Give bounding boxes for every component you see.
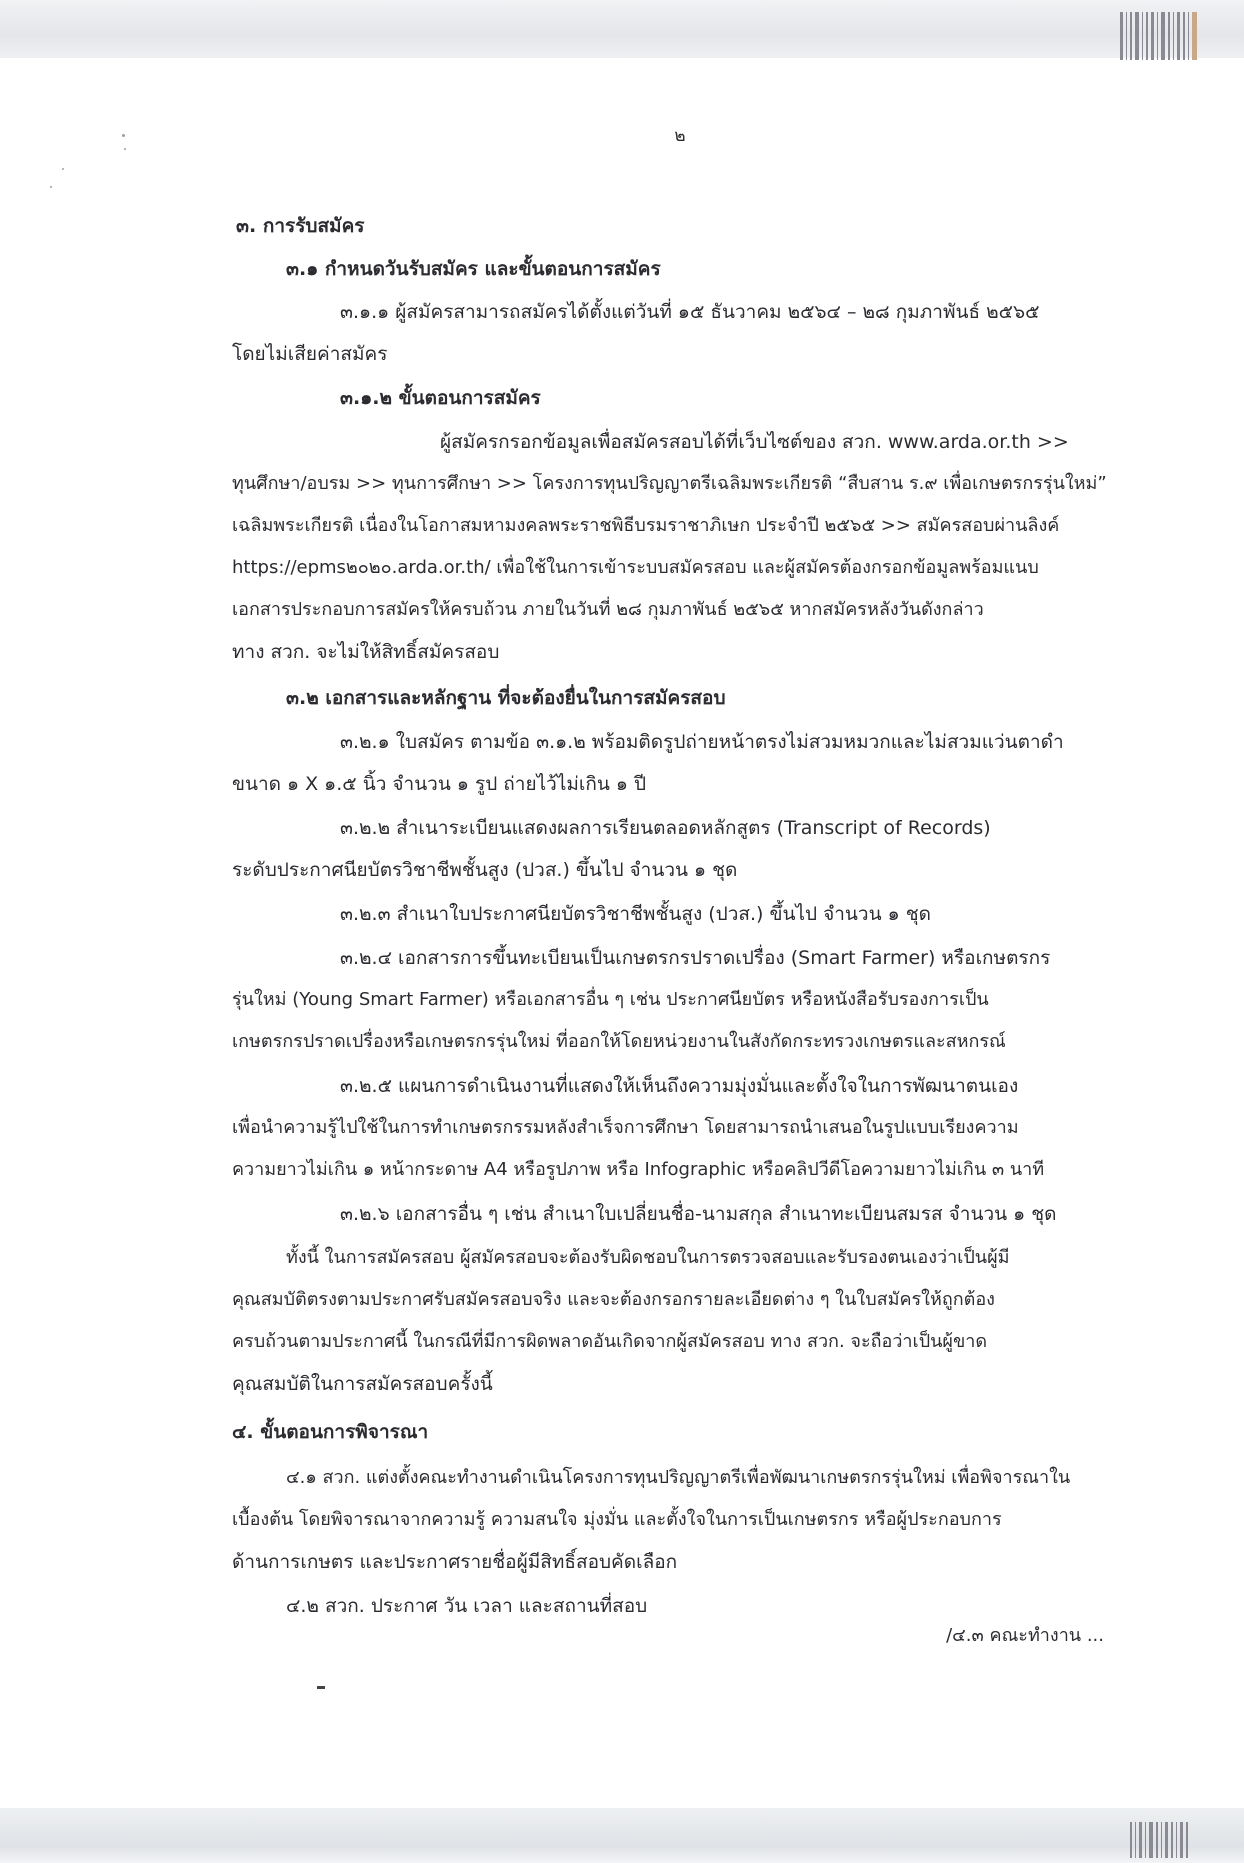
section-3-2-1-line: ๓.๒.๑ ใบสมัคร ตามข้อ ๓.๑.๒ พร้อมติดรูปถ่ายหน้าตรงไม่สวมหมวกและไม่สวมแว่นตาดำ	[340, 731, 1064, 753]
section-3-2-5-line: ๓.๒.๕ แผนการดำเนินงานที่แสดงให้เห็นถึงความมุ่งมั่นและตั้งใจในการพัฒนาตนเอง	[340, 1075, 1019, 1097]
section-3-2-4-line: รุ่นใหม่ (Young Smart Farmer) หรือเอกสารอื่น ๆ เช่น ประกาศนียบัตร หรือหนังสือรับรองการเป็น	[232, 989, 989, 1010]
section-3-note-line: คุณสมบัติตรงตามประกาศรับสมัครสอบจริง และจะต้องกรอกรายละเอียดต่าง ๆ ในใบสมัครให้ถูกต้อง	[232, 1289, 995, 1310]
section-3-2-2-line: ๓.๒.๒ สำเนาระเบียนแสดงผลการเรียนตลอดหลักสูตร (Transcript of Records)	[340, 817, 991, 839]
section-4-1-line: ด้านการเกษตร และประกาศรายชื่อผู้มีสิทธิ์สอบคัดเลือก	[232, 1551, 678, 1573]
section-3-2-6-line: ๓.๒.๖ เอกสารอื่น ๆ เช่น สำเนาใบเปลี่ยนชื่อ-นามสกุล สำเนาทะเบียนสมรส จำนวน ๑ ชุด	[340, 1203, 1057, 1225]
section-3-2-1-line: ขนาด ๑ X ๑.๕ นิ้ว จำนวน ๑ รูป ถ่ายไว้ไม่เกิน ๑ ปี	[232, 773, 647, 795]
section-3-1-2-paragraph: ผู้สมัครกรอกข้อมูลเพื่อสมัครสอบได้ที่เว็บไซต์ของ สวก. www.arda.or.th >>	[440, 431, 1069, 453]
section-3-2-4-line: ๓.๒.๔ เอกสารการขึ้นทะเบียนเป็นเกษตรกรปราดเปรื่อง (Smart Farmer) หรือเกษตรกร	[340, 947, 1051, 969]
section-3-2-5-line: ความยาวไม่เกิน ๑ หน้ากระดาษ A4 หรือรูปภาพ หรือ Infographic หรือคลิปวีดีโอความยาวไม่เกิน ๓ นาที	[232, 1159, 1045, 1180]
section-3-note-line: ทั้งนี้ ในการสมัครสอบ ผู้สมัครสอบจะต้องรับผิดชอบในการตรวจสอบและรับรองตนเองว่าเป็นผู้มี	[286, 1247, 1010, 1268]
section-4-1-line: เบื้องต้น โดยพิจารณาจากความรู้ ความสนใจ มุ่งมั่น และตั้งใจในการเป็นเกษตรกร หรือผู้ประกอบการ	[232, 1509, 1002, 1530]
section-3-1-2-paragraph: เอกสารประกอบการสมัครให้ครบถ้วน ภายในวันที่ ๒๘ กุมภาพันธ์ ๒๕๖๕ หากสมัครหลังวันดังกล่าว	[232, 599, 984, 620]
section-3-1-2-paragraph: เฉลิมพระเกียรติ เนื่องในโอกาสมหามงคลพระราชพิธีบรมราชาภิเษก ประจำปี ๒๕๖๕ >> สมัครสอบผ่านลิงค์	[232, 515, 1060, 536]
section-3-2-title: ๓.๒ เอกสารและหลักฐาน ที่จะต้องยื่นในการสมัครสอบ	[286, 687, 726, 709]
section-4-2-line: ๔.๒ สวก. ประกาศ วัน เวลา และสถานที่สอบ	[286, 1595, 648, 1617]
section-4-1-line: ๔.๑ สวก. แต่งตั้งคณะทำงานดำเนินโครงการทุนปริญญาตรีเพื่อพัฒนาเกษตรกรรุ่นใหม่ เพื่อพิจารณาใน	[286, 1467, 1071, 1488]
section-3-1-2-paragraph: ทาง สวก. จะไม่ให้สิทธิ์สมัครสอบ	[232, 641, 500, 663]
section-3-1-1-line: ๓.๑.๑ ผู้สมัครสามารถสมัครได้ตั้งแต่วันที่ ๑๕ ธันวาคม ๒๕๖๔ – ๒๘ กุมภาพันธ์ ๒๕๖๕	[340, 301, 1040, 323]
section-3-note-line: คุณสมบัติในการสมัครสอบครั้งนี้	[232, 1373, 493, 1395]
section-3-2-2-line: ระดับประกาศนียบัตรวิชาชีพชั้นสูง (ปวส.) ขึ้นไป จำนวน ๑ ชุด	[232, 859, 738, 881]
section-3-1-title: ๓.๑ กำหนดวันรับสมัคร และขั้นตอนการสมัคร	[286, 258, 661, 280]
section-3-2-5-line: เพื่อนำความรู้ไปใช้ในการทำเกษตรกรรมหลังสำเร็จการศึกษา โดยสามารถนำเสนอในรูปแบบเรียงความ	[232, 1117, 1019, 1138]
section-3-1-2-paragraph: ทุนศึกษา/อบรม >> ทุนการศึกษา >> โครงการทุนปริญญาตรีเฉลิมพระเกียรติ “สืบสาน ร.๙ เพื่อเกษตรกรรุ่นใหม่”	[232, 473, 1107, 494]
continuation-marker: /๔.๓ คณะทำงาน ...	[946, 1625, 1104, 1646]
section-3-1-2-title: ๓.๑.๒ ขั้นตอนการสมัคร	[340, 387, 541, 409]
scan-mark	[317, 1686, 325, 1689]
section-3-1-1-line: โดยไม่เสียค่าสมัคร	[232, 343, 388, 365]
section-3-2-4-line: เกษตรกรปราดเปรื่องหรือเกษตรกรรุ่นใหม่ ที่ออกให้โดยหน่วยงานในสังกัดกระทรวงเกษตรและสหกรณ์	[232, 1031, 1006, 1052]
section-3-title: ๓. การรับสมัคร	[236, 215, 365, 237]
section-3-1-2-paragraph: https://epms๒๐๒๐.arda.or.th/ เพื่อใช้ในการเข้าระบบสมัครสอบ และผู้สมัครต้องกรอกข้อมูลพร้อมแนบ	[232, 557, 1039, 578]
section-3-note-line: ครบถ้วนตามประกาศนี้ ในกรณีที่มีการผิดพลาดอันเกิดจากผู้สมัครสอบ ทาง สวก. จะถือว่าเป็นผู้ขาด	[232, 1331, 988, 1352]
section-3-2-3-line: ๓.๒.๓ สำเนาใบประกาศนียบัตรวิชาชีพชั้นสูง (ปวส.) ขึ้นไป จำนวน ๑ ชุด	[340, 903, 931, 925]
section-4-title: ๔. ขั้นตอนการพิจารณา	[232, 1421, 429, 1443]
page-number: ๒	[674, 126, 686, 146]
